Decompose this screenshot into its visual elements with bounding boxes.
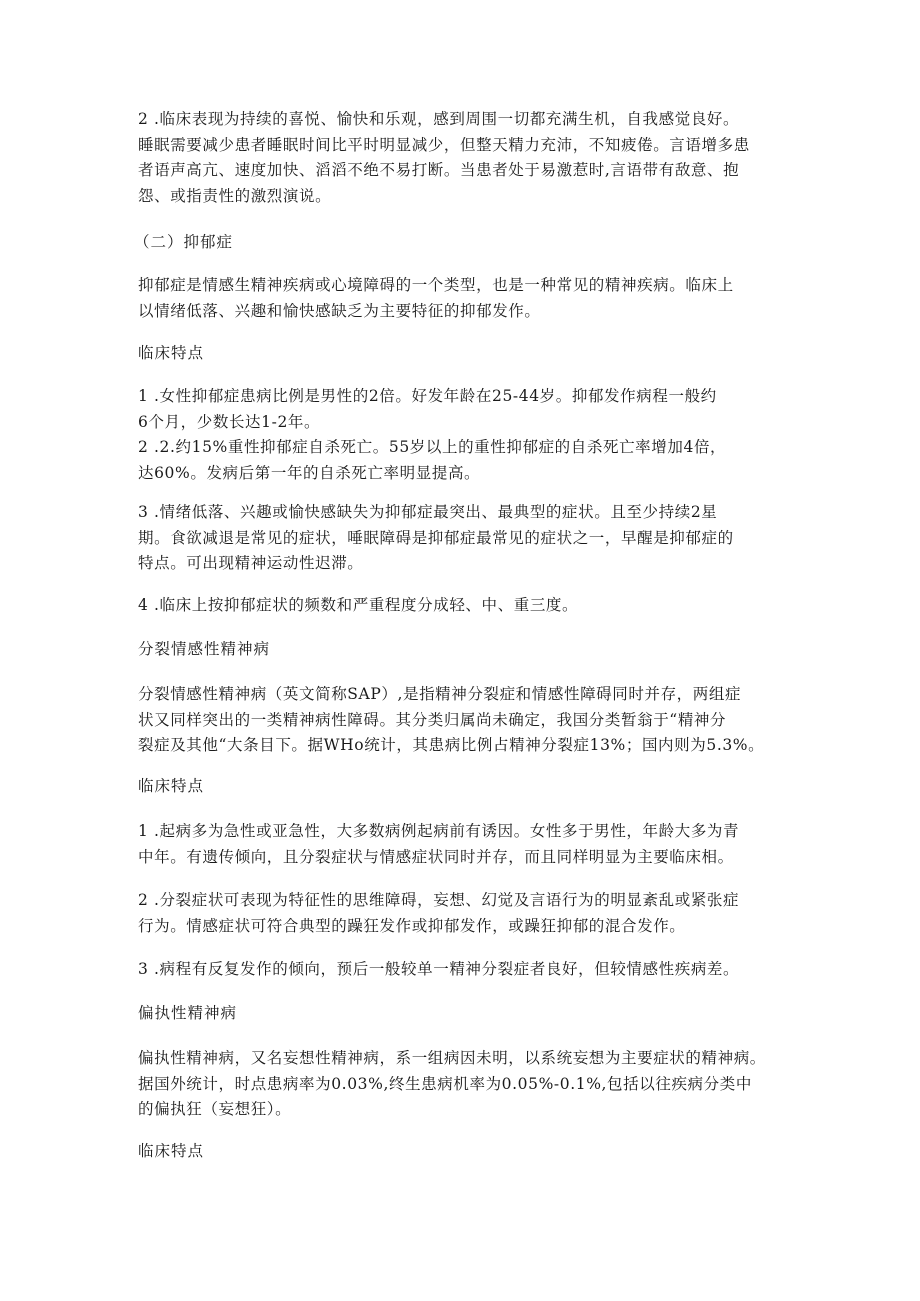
text-line: 抑郁症是情感生精神疾病或心境障碍的一个类型，也是一种常见的精神疾病。临床上 [138, 276, 734, 294]
heading-depression: （二）抑郁症 [134, 233, 234, 251]
text-line: 怨、或指责性的激烈演说。 [138, 186, 332, 205]
text-line: 特点。可出现精神运动性迟滞。 [138, 554, 364, 572]
paragraph-paranoid-intro [138, 1046, 788, 1123]
text-line: 以情绪低落、兴趣和愉快感缺乏为主要特征的抑郁发作。 [138, 301, 541, 320]
text-line: 2 .临床表现为持续的喜悦、愉快和乐观，感到周围一切都充满生机，自我感觉良好。 [138, 110, 740, 128]
paragraph-depression-points-1-2 [138, 384, 788, 486]
paragraph-depression-intro [138, 273, 788, 324]
text-line: 1 .女性抑郁症患病比例是男性的2倍。好发年龄在25-44岁。抑郁发作病程一般约 [138, 387, 717, 405]
heading-clinical-features-depression: 临床特点 [138, 344, 205, 362]
paragraph-schizoaffective-point-3 [138, 957, 788, 983]
paragraph-schizoaffective-point-1 [138, 819, 788, 870]
text-line: 的偏执狂（妄想狂）。 [138, 1100, 292, 1118]
text-line: 者语声高亢、速度加快、滔滔不绝不易打断。当患者处于易激惹时,言语带有敌意、抱 [138, 161, 740, 179]
heading-clinical-features-paranoid: 临床特点 [138, 1142, 205, 1160]
paragraph-schizoaffective-point-2 [138, 888, 788, 939]
text-line: 睡眠需要减少患者睡眠时间比平时明显减少，但整天精力充沛，不知疲倦。言语增多患 [138, 135, 750, 154]
text-line: 中年。有遗传倾向，且分裂症状与情感症状同时并存，而且同样明显为主要临床相。 [138, 847, 734, 866]
text-line: 裂症及其他“大条目下。据WHo统计，其患病比例占精神分裂症13%；国内则为5.3%。 [138, 736, 765, 754]
text-line: 2 .2.约15%重性抑郁症自杀死亡。55岁以上的重性抑郁症的自杀死亡率增加4倍， [138, 438, 727, 456]
text-line: 据国外统计，时点患病率为0.03%,终生患病机率为0.05%-0.1%,包括以往疾病分类中 [138, 1074, 752, 1093]
text-line: 3 .病程有反复发作的倾向，预后一般较单一精神分裂症者良好，但较情感性疾病差。 [138, 960, 740, 978]
text-line: 3 .情绪低落、兴趣或愉快感缺失为抑郁症最突出、最典型的症状。且至少持续2星 [138, 503, 718, 521]
text-line: 达60%。发病后第一年的自杀死亡率明显提高。 [138, 463, 481, 482]
paragraph-schizoaffective-intro [138, 682, 788, 759]
heading-schizoaffective: 分裂情感性精神病 [138, 640, 271, 658]
paragraph-depression-point-4 [138, 593, 788, 619]
text-line: 1 .起病多为急性或亚急性，大多数病例起病前有诱因。女性多于男性，年龄大多为青 [138, 822, 740, 840]
text-line: 分裂情感性精神病（英文简称SAP）,是指精神分裂症和情感性障碍同时并存，两组症 [138, 685, 742, 703]
heading-paranoid-psychosis: 偏执性精神病 [138, 1004, 238, 1022]
paragraph-manic-symptoms [138, 107, 788, 209]
paragraph-depression-point-3 [138, 500, 788, 577]
heading-clinical-features-schizoaffective: 临床特点 [138, 777, 205, 795]
text-line: 期。食欲减退是常见的症状，唾眠障碍是抑郁症最常见的症状之一，早醒是抑郁症的 [138, 528, 734, 547]
text-line: 偏执性精神病，又名妄想性精神病，系一组病因未明，以系统妄想为主要症状的精神病。 [138, 1049, 766, 1067]
text-line: 行为。情感症状可符合典型的躁狂发作或抑郁发作，或躁狂抑郁的混合发作。 [138, 916, 686, 935]
text-line: 状又同样突出的一类精神病性障碍。其分类归属尚未确定，我国分类暂翁于“精神分 [138, 710, 727, 729]
text-line: 4 .临床上按抑郁症状的频数和严重程度分成轻、中、重三度。 [138, 596, 579, 614]
text-line: 2 .分裂症状可表现为特征性的思维障碍，妄想、幻觉及言语行为的明显紊乱或紧张症 [138, 891, 740, 909]
text-line: 6个月，少数长达1-2年。 [138, 412, 321, 431]
